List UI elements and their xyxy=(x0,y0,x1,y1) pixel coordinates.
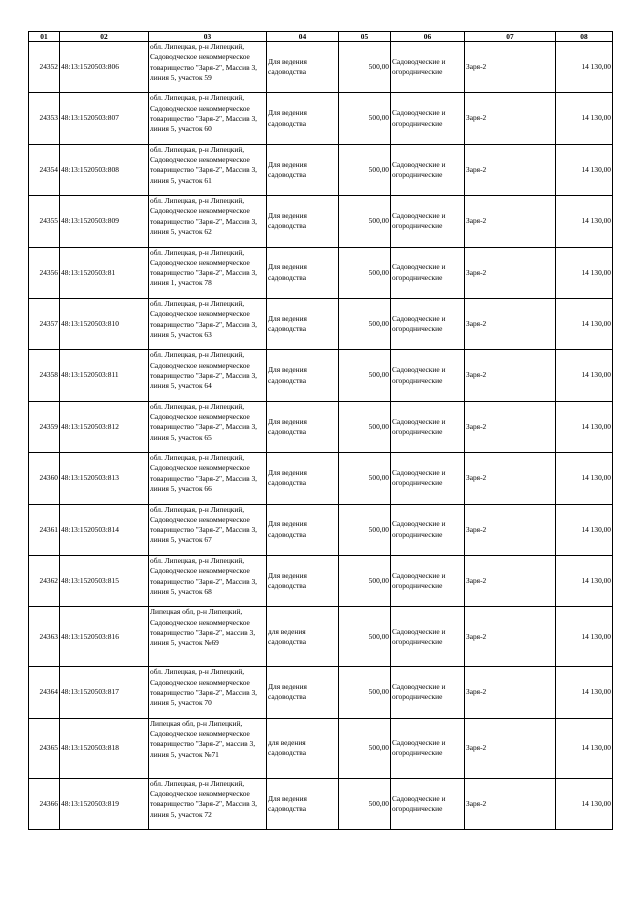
cell-permitted-use: Для ведения садоводства xyxy=(267,350,339,401)
cell-land-category: Садоводческие и огороднические xyxy=(391,778,465,829)
cell-land-category: Садоводческие и огороднические xyxy=(391,350,465,401)
column-header-05: 05 xyxy=(339,32,391,42)
cell-address xyxy=(149,93,267,144)
cell-address xyxy=(149,504,267,555)
cell-address xyxy=(149,196,267,247)
cell-land-category: Садоводческие и огороднические xyxy=(391,718,465,778)
cell-cadastral-number: 48:13:1520503:81 xyxy=(60,247,149,298)
cell-cadastral-value: 14 130,00 xyxy=(556,144,613,195)
cell-cadastral-value: 14 130,00 xyxy=(556,93,613,144)
cell-cadastral-value: 14 130,00 xyxy=(556,247,613,298)
cell-area: 500,00 xyxy=(339,453,391,504)
cell-land-category: Садоводческие и огороднические xyxy=(391,453,465,504)
cell-cadastral-number: 48:13:1520503:814 xyxy=(60,504,149,555)
table-row xyxy=(29,778,613,829)
cell-area: 500,00 xyxy=(339,196,391,247)
column-header-02: 02 xyxy=(60,32,149,42)
cell-permitted-use: Для ведения садоводства xyxy=(267,144,339,195)
cell-area: 500,00 xyxy=(339,667,391,718)
column-header-04: 04 xyxy=(267,32,339,42)
cell-cadastral-number: 48:13:1520503:818 xyxy=(60,718,149,778)
cell-number: 24357 xyxy=(29,298,60,349)
cell-land-category: Садоводческие и огороднические xyxy=(391,144,465,195)
cell-cadastral-value: 14 130,00 xyxy=(556,667,613,718)
cell-address xyxy=(149,350,267,401)
cell-cadastral-value: 14 130,00 xyxy=(556,401,613,452)
cell-cadastral-value: 14 130,00 xyxy=(556,298,613,349)
cell-cadastral-number: 48:13:1520503:816 xyxy=(60,607,149,667)
cell-area: 500,00 xyxy=(339,350,391,401)
address-text: обл. Липецкая, р-н Липецкий, Садоводческое некоммерческое товарищество "Заря-2", Массив 3, линия 5, участок 66 xyxy=(150,453,258,494)
cell-cadastral-number: 48:13:1520503:806 xyxy=(60,42,149,93)
cell-cadastral-value: 14 130,00 xyxy=(556,555,613,606)
cell-address xyxy=(149,555,267,606)
address-text: Липецкая обл, р-н Липецкий, Садоводческое некоммерческое товарищество "Заря-2", массив 3, линия 5, участок №69 xyxy=(150,607,256,648)
cell-permitted-use: Для ведения садоводства xyxy=(267,555,339,606)
cell-settlement-name: Заря-2 xyxy=(465,401,556,452)
cell-number: 24364 xyxy=(29,667,60,718)
cell-settlement-name: Заря-2 xyxy=(465,453,556,504)
table-row xyxy=(29,298,613,349)
cell-address xyxy=(149,607,267,667)
cell-land-category: Садоводческие и огороднические xyxy=(391,42,465,93)
cell-cadastral-number: 48:13:1520503:813 xyxy=(60,453,149,504)
cell-land-category: Садоводческие и огороднические xyxy=(391,93,465,144)
cell-settlement-name: Заря-2 xyxy=(465,298,556,349)
table-row xyxy=(29,555,613,606)
cell-area: 500,00 xyxy=(339,42,391,93)
table-row xyxy=(29,93,613,144)
table-row xyxy=(29,453,613,504)
column-header-07: 07 xyxy=(465,32,556,42)
address-text: обл. Липецкая, р-н Липецкий, Садоводческое некоммерческое товарищество "Заря-2", Массив 3, линия 5, участок 63 xyxy=(150,298,258,339)
cell-number: 24365 xyxy=(29,718,60,778)
cell-settlement-name: Заря-2 xyxy=(465,555,556,606)
column-header-08: 08 xyxy=(556,32,613,42)
cell-number: 24363 xyxy=(29,607,60,667)
cell-address xyxy=(149,778,267,829)
address-text: обл. Липецкая, р-н Липецкий, Садоводческое некоммерческое товарищество "Заря-2", Массив 3, линия 5, участок 60 xyxy=(150,93,258,134)
cell-address xyxy=(149,453,267,504)
cell-address xyxy=(149,42,267,93)
cell-settlement-name: Заря-2 xyxy=(465,144,556,195)
cell-cadastral-number: 48:13:1520503:809 xyxy=(60,196,149,247)
cell-area: 500,00 xyxy=(339,718,391,778)
cell-settlement-name: Заря-2 xyxy=(465,504,556,555)
cell-number: 24360 xyxy=(29,453,60,504)
cell-area: 500,00 xyxy=(339,555,391,606)
address-text: Липецкая обл, р-н Липецкий, Садоводческое некоммерческое товарищество "Заря-2", массив 3, линия 5, участок №71 xyxy=(150,718,256,759)
table-row xyxy=(29,667,613,718)
cell-land-category: Садоводческие и огороднические xyxy=(391,298,465,349)
cell-number: 24352 xyxy=(29,42,60,93)
cell-cadastral-number: 48:13:1520503:811 xyxy=(60,350,149,401)
column-header-01: 01 xyxy=(29,32,60,42)
address-text: обл. Липецкая, р-н Липецкий, Садоводческое некоммерческое товарищество "Заря-2", Массив 3, линия 5, участок 70 xyxy=(150,667,258,708)
cell-cadastral-value: 14 130,00 xyxy=(556,196,613,247)
address-text: обл. Липецкая, р-н Липецкий, Садоводческое некоммерческое товарищество "Заря-2", Массив 3, линия 5, участок 67 xyxy=(150,504,258,545)
cell-area: 500,00 xyxy=(339,144,391,195)
address-text: обл. Липецкая, р-н Липецкий, Садоводческое некоммерческое товарищество "Заря-2", Массив 3, линия 5, участок 68 xyxy=(150,555,258,596)
table-row xyxy=(29,144,613,195)
cell-settlement-name: Заря-2 xyxy=(465,667,556,718)
cell-cadastral-number: 48:13:1520503:810 xyxy=(60,298,149,349)
cell-number: 24353 xyxy=(29,93,60,144)
cell-land-category: Садоводческие и огороднические xyxy=(391,667,465,718)
table-row xyxy=(29,401,613,452)
cell-cadastral-value: 14 130,00 xyxy=(556,42,613,93)
cell-cadastral-number: 48:13:1520503:807 xyxy=(60,93,149,144)
cell-permitted-use: для ведения садоводства xyxy=(267,607,339,667)
cell-area: 500,00 xyxy=(339,778,391,829)
cell-permitted-use: Для ведения садоводства xyxy=(267,196,339,247)
cell-permitted-use: Для ведения садоводства xyxy=(267,778,339,829)
cell-settlement-name: Заря-2 xyxy=(465,607,556,667)
cell-permitted-use: Для ведения садоводства xyxy=(267,93,339,144)
cell-permitted-use: Для ведения садоводства xyxy=(267,504,339,555)
cell-address xyxy=(149,144,267,195)
cell-area: 500,00 xyxy=(339,607,391,667)
cell-address xyxy=(149,667,267,718)
cell-number: 24358 xyxy=(29,350,60,401)
cell-settlement-name: Заря-2 xyxy=(465,42,556,93)
cell-settlement-name: Заря-2 xyxy=(465,247,556,298)
cell-settlement-name: Заря-2 xyxy=(465,778,556,829)
column-header-06: 06 xyxy=(391,32,465,42)
document-page xyxy=(28,31,612,830)
cell-land-category: Садоводческие и огороднические xyxy=(391,196,465,247)
cell-number: 24356 xyxy=(29,247,60,298)
cell-cadastral-number: 48:13:1520503:808 xyxy=(60,144,149,195)
cell-cadastral-number: 48:13:1520503:815 xyxy=(60,555,149,606)
address-text: обл. Липецкая, р-н Липецкий, Садоводческое некоммерческое товарищество "Заря-2", Массив 3, линия 5, участок 72 xyxy=(150,778,258,819)
cell-number: 24355 xyxy=(29,196,60,247)
cell-permitted-use: Для ведения садоводства xyxy=(267,298,339,349)
cell-area: 500,00 xyxy=(339,247,391,298)
cell-cadastral-value: 14 130,00 xyxy=(556,350,613,401)
cell-land-category: Садоводческие и огороднические xyxy=(391,555,465,606)
address-text: обл. Липецкая, р-н Липецкий, Садоводческое некоммерческое товарищество "Заря-2", Массив 3, линия 1, участок 78 xyxy=(150,247,258,288)
table-row xyxy=(29,247,613,298)
table-row xyxy=(29,42,613,93)
cell-number: 24361 xyxy=(29,504,60,555)
cell-address xyxy=(149,247,267,298)
cell-address xyxy=(149,298,267,349)
cell-land-category: Садоводческие и огороднические xyxy=(391,607,465,667)
table-row xyxy=(29,350,613,401)
cell-permitted-use: Для ведения садоводства xyxy=(267,247,339,298)
cell-settlement-name: Заря-2 xyxy=(465,196,556,247)
address-text: обл. Липецкая, р-н Липецкий, Садоводческое некоммерческое товарищество "Заря-2", Массив 3, линия 5, участок 65 xyxy=(150,401,258,442)
cell-address xyxy=(149,718,267,778)
cell-land-category: Садоводческие и огороднические xyxy=(391,247,465,298)
cell-cadastral-number: 48:13:1520503:817 xyxy=(60,667,149,718)
cell-cadastral-value: 14 130,00 xyxy=(556,778,613,829)
cell-settlement-name: Заря-2 xyxy=(465,93,556,144)
cell-area: 500,00 xyxy=(339,93,391,144)
address-text: обл. Липецкая, р-н Липецкий, Садоводческое некоммерческое товарищество "Заря-2", Массив 3, линия 5, участок 64 xyxy=(150,350,258,391)
cell-area: 500,00 xyxy=(339,298,391,349)
cell-cadastral-number: 48:13:1520503:819 xyxy=(60,778,149,829)
address-text: обл. Липецкая, р-н Липецкий, Садоводческое некоммерческое товарищество "Заря-2", Массив 3, линия 5, участок 61 xyxy=(150,144,258,185)
cell-address xyxy=(149,401,267,452)
cell-number: 24354 xyxy=(29,144,60,195)
cell-permitted-use: Для ведения садоводства xyxy=(267,42,339,93)
cell-cadastral-number: 48:13:1520503:812 xyxy=(60,401,149,452)
table-row xyxy=(29,718,613,778)
cell-cadastral-value: 14 130,00 xyxy=(556,718,613,778)
cell-cadastral-value: 14 130,00 xyxy=(556,504,613,555)
table-header-row xyxy=(29,32,613,42)
cell-permitted-use: Для ведения садоводства xyxy=(267,667,339,718)
cell-number: 24359 xyxy=(29,401,60,452)
cell-area: 500,00 xyxy=(339,401,391,452)
cell-settlement-name: Заря-2 xyxy=(465,350,556,401)
table-row xyxy=(29,607,613,667)
cell-area: 500,00 xyxy=(339,504,391,555)
cell-number: 24366 xyxy=(29,778,60,829)
cell-settlement-name: Заря-2 xyxy=(465,718,556,778)
cell-cadastral-value: 14 130,00 xyxy=(556,453,613,504)
cell-land-category: Садоводческие и огороднические xyxy=(391,401,465,452)
column-header-03: 03 xyxy=(149,32,267,42)
cell-permitted-use: Для ведения садоводства xyxy=(267,453,339,504)
address-text: обл. Липецкая, р-н Липецкий, Садоводческое некоммерческое товарищество "Заря-2", Массив 3, линия 5, участок 59 xyxy=(150,42,258,82)
cell-land-category: Садоводческие и огороднические xyxy=(391,504,465,555)
cell-permitted-use: Для ведения садоводства xyxy=(267,401,339,452)
cell-permitted-use: для ведения садоводства xyxy=(267,718,339,778)
cell-cadastral-value: 14 130,00 xyxy=(556,607,613,667)
land-plots-table xyxy=(28,31,613,830)
table-body xyxy=(29,42,613,830)
table-row xyxy=(29,196,613,247)
address-text: обл. Липецкая, р-н Липецкий, Садоводческое некоммерческое товарищество "Заря-2", Массив 3, линия 5, участок 62 xyxy=(150,196,258,237)
cell-number: 24362 xyxy=(29,555,60,606)
table-row xyxy=(29,504,613,555)
